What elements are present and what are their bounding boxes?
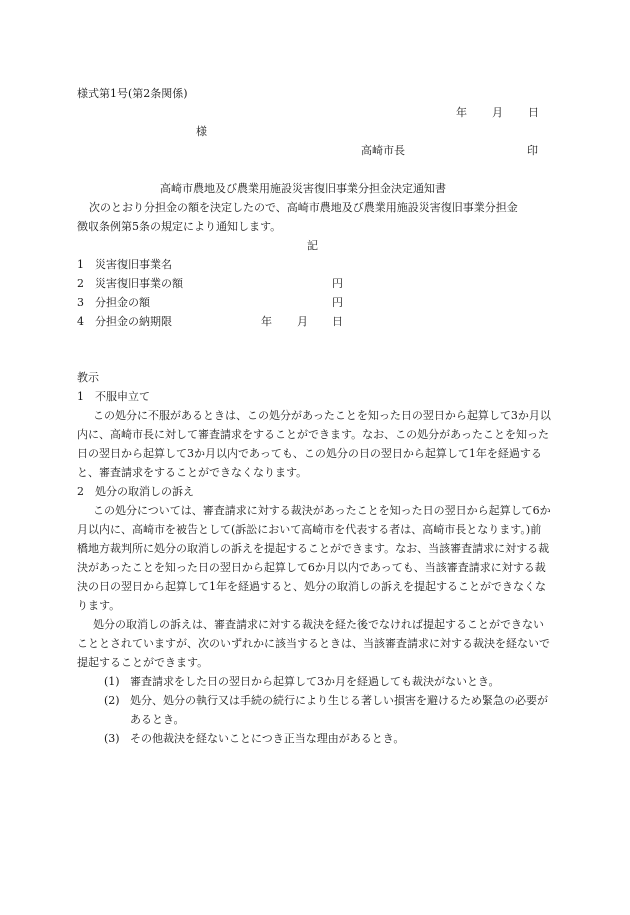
date-month-label: 月 [492,106,503,119]
item-label: 分担金の額 [95,296,150,309]
subitem-number: (3) [104,732,120,745]
addressee-suffix: 様 [196,125,207,138]
item-number: 1 [77,258,84,271]
seal-mark: 印 [527,144,538,157]
item-label: 分担金の納期限 [95,315,172,328]
item-row [77,274,183,293]
subitem-number: (2) [104,694,120,707]
section-title: 処分の取消しの訴え [95,485,194,498]
kyoji-heading: 教示 [77,371,99,384]
item-label: 災害復旧事業の額 [95,277,183,290]
subitem-text: その他裁決を経ないことにつき正当な理由があるとき。 [130,732,405,745]
date-year-label: 年 [456,106,467,119]
section-number: 1 [77,390,84,403]
section-2-text-2: 処分の取消しの訴えは、審査請求に対する裁決を経た後でなければ提起することができないこととされていますが、次のいずれかに該当するときは、当該審査請求に対する裁決を経ないで提起することができます。 [77,618,550,669]
section-2-heading [77,482,194,501]
subitem-text: 審査請求をした日の翌日から起算して3か月を経過しても裁決がないとき。 [130,675,500,688]
form-label: 様式第1号(第2条関係) [77,87,188,100]
item-number: 3 [77,296,84,309]
item-number: 2 [77,277,84,290]
section-number: 2 [77,485,84,498]
ki-heading: 記 [307,239,318,252]
document-title: 高崎市農地及び農業用施設災害復旧事業分担金決定通知書 [160,182,446,195]
intro-line-2: 徴収条例第5条の規定により通知します。 [77,220,282,233]
item-number: 4 [77,315,84,328]
sender-name: 高崎市長 [361,144,405,157]
subitem-number: (1) [104,675,120,688]
item-value-yen: 円 [332,296,343,309]
item-row [77,255,172,274]
item-row [77,312,172,331]
section-1-text: この処分に不服があるときは、この処分があったことを知った日の翌日から起算して3か月以内に、高崎市長に対して審査請求をすることができます。なお、この処分があったことを知った日の翌日から起算して3か月以内であっても、この処分の日の翌日から起算して1年を経過すると、審査請求をすることができなくなります。 [77,409,551,479]
section-title: 不服申立て [95,390,150,403]
deadline-year-label: 年 [261,315,272,328]
item-row [77,293,150,312]
item-label: 災害復旧事業名 [95,258,172,271]
subitem-text: 処分、処分の執行又は手続の続行により生じる著しい損害を避けるため緊急の必要があるとき。 [130,694,548,726]
item-value-yen: 円 [332,277,343,290]
intro-line-1: 次のとおり分担金の額を決定したので、高崎市農地及び農業用施設災害復旧事業分担金 [89,201,518,214]
section-1-heading [77,387,150,406]
date-day-label: 日 [528,106,539,119]
section-2-text-1: この処分については、審査請求に対する裁決があったことを知った日の翌日から起算して6か月以内に、高崎市を被告として(訴訟において高崎市を代表する者は、高崎市長となります。)前橋地方裁判所に処分の取消しの訴えを提起することができます。なお、当該審査請求に対する裁決があったことを知った日の翌日から起算して6か月以内であっても、当該審査請求に対する裁決の日の翌日から起算して1年を経過すると、処分の取消しの訴えを提起することができなくなります。 [77,504,551,612]
deadline-day-label: 日 [332,315,343,328]
deadline-month-label: 月 [297,315,308,328]
